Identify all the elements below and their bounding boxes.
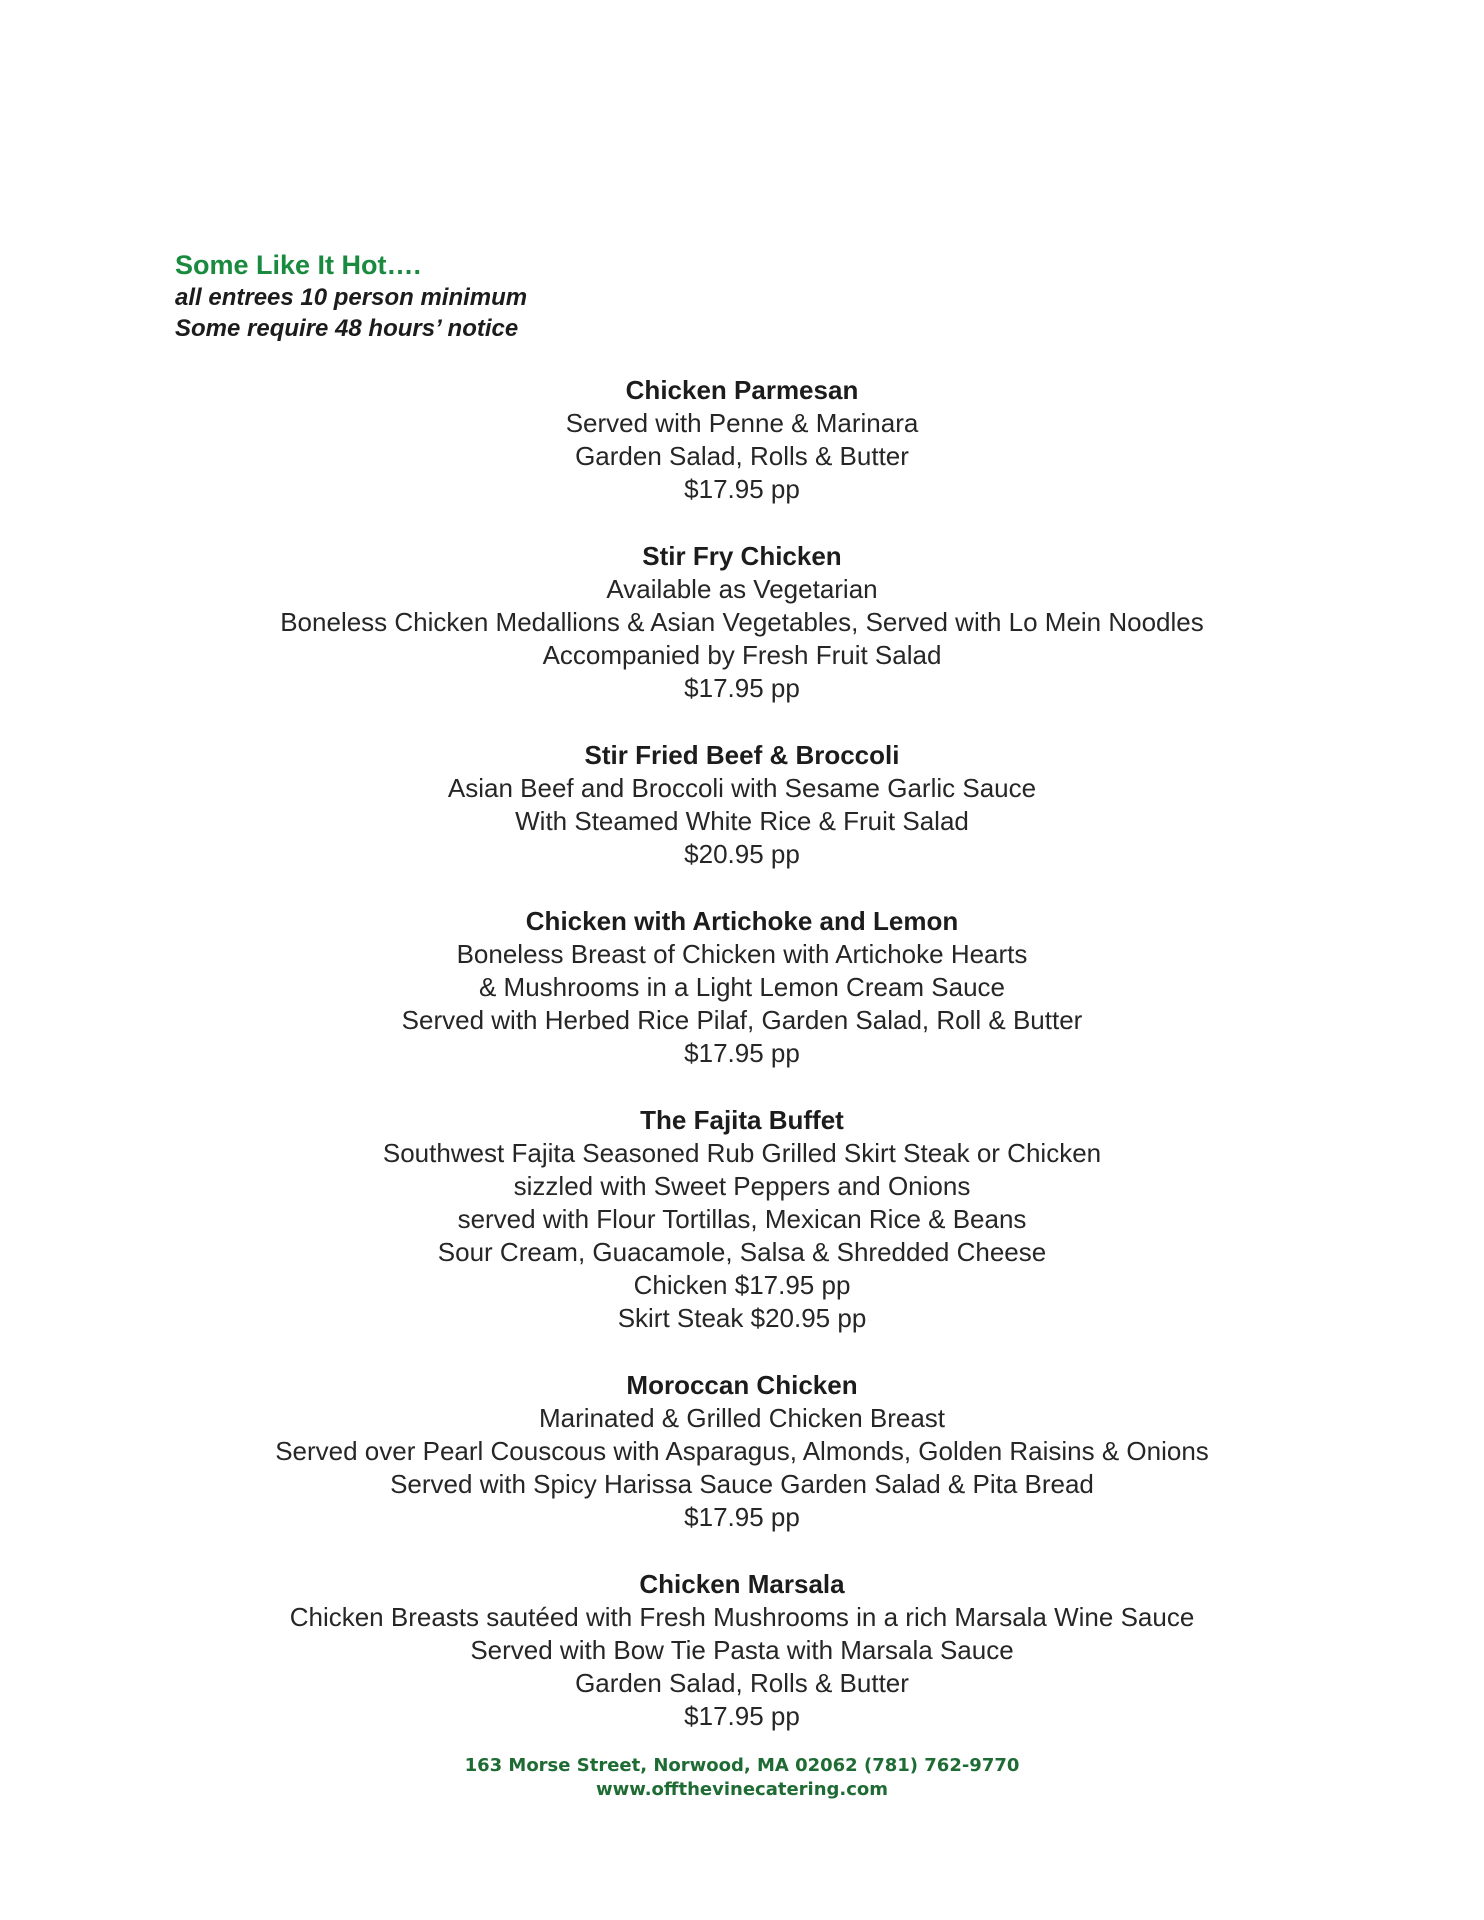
item-price: $17.95 pp xyxy=(684,673,800,703)
item-description: Garden Salad, Rolls & Butter xyxy=(575,1668,909,1698)
item-name: Chicken Marsala xyxy=(639,1569,845,1599)
item-description: Served over Pearl Couscous with Asparagus, Almonds, Golden Raisins & Onions xyxy=(275,1436,1209,1466)
item-description: Marinated & Grilled Chicken Breast xyxy=(538,1403,946,1433)
item-price: $20.95 pp xyxy=(684,839,800,869)
minimum-note: all entrees 10 person minimum xyxy=(175,284,528,311)
menu-item-beef-broccoli xyxy=(0,739,1484,871)
item-name: Chicken Parmesan xyxy=(625,375,859,405)
notice-note: Some require 48 hours’ notice xyxy=(175,315,519,342)
section-title: Some Like It Hot…. xyxy=(175,250,422,280)
item-name: Stir Fried Beef & Broccoli xyxy=(584,740,900,770)
item-name: Chicken with Artichoke and Lemon xyxy=(525,906,959,936)
item-description: Sour Cream, Guacamole, Salsa & Shredded Cheese xyxy=(437,1237,1047,1267)
item-price: $17.95 pp xyxy=(684,1701,800,1731)
menu-item-stir-fry-chicken xyxy=(0,540,1484,705)
item-description: Asian Beef and Broccoli with Sesame Garlic Sauce xyxy=(447,773,1037,803)
footer xyxy=(0,1754,1484,1802)
item-name: Stir Fry Chicken xyxy=(642,541,842,571)
item-description: Garden Salad, Rolls & Butter xyxy=(575,441,909,471)
item-price: Skirt Steak $20.95 pp xyxy=(617,1303,867,1333)
footer-website-link[interactable]: www.offthevinecatering.com xyxy=(595,1779,889,1800)
item-description: Accompanied by Fresh Fruit Salad xyxy=(542,640,942,670)
item-description: Served with Spicy Harissa Sauce Garden Salad & Pita Bread xyxy=(390,1469,1094,1499)
item-description: Served with Herbed Rice Pilaf, Garden Salad, Roll & Butter xyxy=(401,1005,1083,1035)
menu-item-fajita-buffet xyxy=(0,1104,1484,1335)
menu-item-chicken-parmesan xyxy=(0,374,1484,506)
footer-address: 163 Morse Street, Norwood, MA 02062 (781) 762-9770 xyxy=(464,1755,1020,1776)
item-price: $17.95 pp xyxy=(684,474,800,504)
item-description: Available as Vegetarian xyxy=(606,574,878,604)
item-description: served with Flour Tortillas, Mexican Rice & Beans xyxy=(457,1204,1027,1234)
item-description: & Mushrooms in a Light Lemon Cream Sauce xyxy=(478,972,1006,1002)
item-description: Southwest Fajita Seasoned Rub Grilled Skirt Steak or Chicken xyxy=(382,1138,1102,1168)
menu-list xyxy=(0,374,1484,1767)
item-description: sizzled with Sweet Peppers and Onions xyxy=(513,1171,971,1201)
menu-item-chicken-marsala xyxy=(0,1568,1484,1733)
item-description: Chicken Breasts sautéed with Fresh Mushrooms in a rich Marsala Wine Sauce xyxy=(289,1602,1195,1632)
item-description: Boneless Chicken Medallions & Asian Vegetables, Served with Lo Mein Noodles xyxy=(280,607,1204,637)
item-description: Served with Bow Tie Pasta with Marsala Sauce xyxy=(470,1635,1014,1665)
menu-item-moroccan-chicken xyxy=(0,1369,1484,1534)
item-name: Moroccan Chicken xyxy=(626,1370,858,1400)
intro-block xyxy=(175,248,875,344)
item-price: $17.95 pp xyxy=(684,1502,800,1532)
menu-item-chicken-artichoke-lemon xyxy=(0,905,1484,1070)
item-description: With Steamed White Rice & Fruit Salad xyxy=(515,806,969,836)
item-description: Served with Penne & Marinara xyxy=(565,408,919,438)
item-description: Boneless Breast of Chicken with Artichoke Hearts xyxy=(456,939,1028,969)
item-name: The Fajita Buffet xyxy=(640,1105,844,1135)
item-price: $17.95 pp xyxy=(684,1038,800,1068)
item-price: Chicken $17.95 pp xyxy=(633,1270,851,1300)
